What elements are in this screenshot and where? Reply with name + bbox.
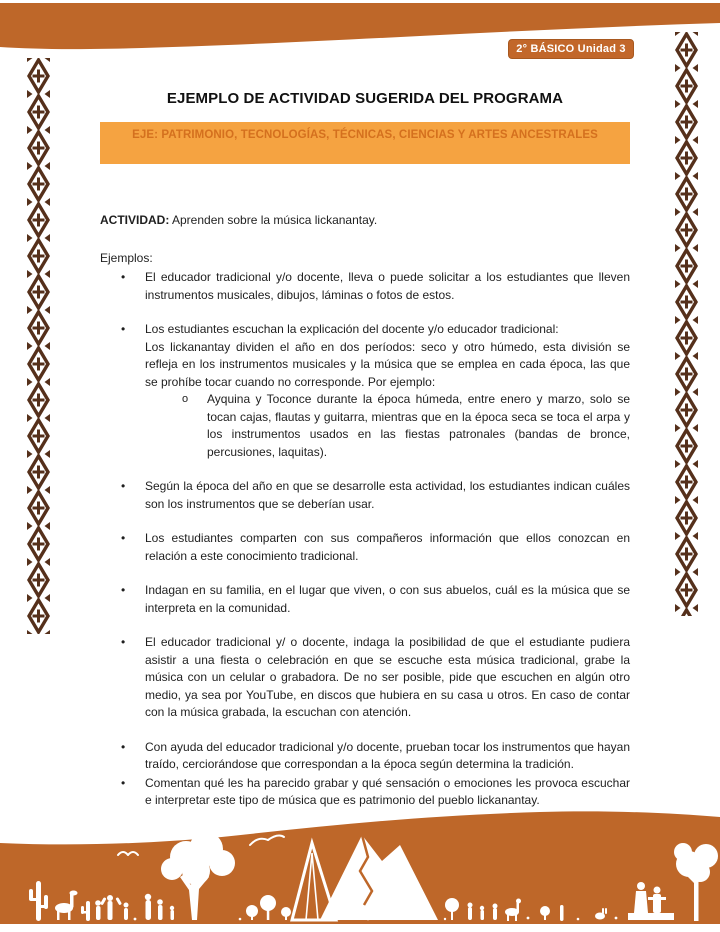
bullet-icon: • bbox=[121, 531, 126, 545]
sub-list-item bbox=[100, 391, 630, 461]
bullet-icon: • bbox=[121, 635, 126, 649]
bullet-icon: • bbox=[121, 775, 126, 790]
activity-line bbox=[100, 212, 630, 230]
bullet-text: Según la época del año en que se desarrolle esta actividad, los estudiantes indican cuáles son los instrumentos que se deberían usar. bbox=[145, 479, 630, 511]
bullet-text bbox=[145, 321, 630, 391]
examples-label: Ejemplos: bbox=[100, 250, 153, 265]
left-ornament-border bbox=[27, 58, 50, 634]
bullet-text: El educador tradicional y/ o docente, indaga la posibilidad de que el estudiante pudiera asistir a una fiesta o celebración en que se escuche esta música tradicional, grabe la música con un celular o grabadora. De no ser posible, pide que escuchen en algún otro medio, ya sea por YouTube, en discos que hubiera en su casa u otros. En caso de contar con la música grabada, la escuchan con atención. bbox=[145, 635, 630, 719]
footer-landscape-illustration bbox=[0, 805, 720, 932]
eje-banner: EJE: PATRIMONIO, TECNOLOGÍAS, TÉCNICAS, CIENCIAS Y ARTES ANCESTRALES bbox=[100, 122, 630, 164]
bullet-text: Comentan qué les ha parecido grabar y qué sensación o emociones les provoca escuchar e interpretar este tipo de música que es patrimonio del pueblo lickanantay. bbox=[145, 775, 630, 807]
list-item bbox=[100, 269, 630, 304]
list-item bbox=[100, 530, 630, 565]
activity-label: ACTIVIDAD: bbox=[100, 213, 170, 227]
right-ornament-border bbox=[675, 32, 698, 616]
list-item bbox=[100, 478, 630, 513]
bullet-icon: • bbox=[121, 739, 126, 754]
bullet-icon: • bbox=[121, 322, 126, 336]
list-item bbox=[100, 321, 630, 391]
bullet-text: Indagan en su familia, en el lugar que viven, o con sus abuelos, cuál es la música que se interpreta en la comunidad. bbox=[145, 583, 630, 615]
bullet-body: Los lickanantay dividen el año en dos períodos: seco y otro húmedo, esta división se refleja en los instrumentos musicales y la música que se emplea en cada época, las que se prohíbe tocar cuando no corresponde. Por ejemplo: bbox=[145, 339, 630, 389]
bullet-intro: Los estudiantes escuchan la explicación del docente y/o educador tradicional: bbox=[145, 322, 559, 336]
sub-bullet-text: Ayquina y Toconce durante la época húmeda, entre enero y marzo, solo se tocan cajas, flautas y guitarra, mientras que en la época seca se toca el arpa y los instrumentos usados en las fiestas patronales (bandas de bronce, percusiones, laquitas). bbox=[207, 392, 630, 459]
sub-bullet-icon: o bbox=[182, 393, 189, 405]
bullet-text: Con ayuda del educador tradicional y/o docente, prueban tocar los instrumentos que hayan traído, cerciorándose que correspondan a la época según determina la tradición. bbox=[145, 739, 630, 771]
activity-text: Aprenden sobre la música lickanantay. bbox=[169, 213, 378, 227]
list-item bbox=[100, 582, 630, 617]
activity-content bbox=[100, 212, 630, 810]
bullet-icon: • bbox=[121, 583, 126, 597]
page-title: EJEMPLO DE ACTIVIDAD SUGERIDA DEL PROGRAMA bbox=[166, 90, 564, 107]
list-item bbox=[100, 739, 630, 774]
bullet-icon: • bbox=[121, 479, 126, 493]
bullet-icon: • bbox=[121, 270, 126, 284]
bullet-text: Los estudiantes comparten con sus compañeros información que ellos conozcan en relación a este conocimiento tradicional. bbox=[145, 531, 630, 563]
list-item bbox=[100, 634, 630, 722]
unit-badge: 2° BÁSICO Unidad 3 bbox=[508, 39, 634, 59]
bullet-list bbox=[100, 269, 630, 810]
bullet-text: El educador tradicional y/o docente, lleva o puede solicitar a los estudiantes que lleven instrumentos musicales, dibujos, láminas o fotos de estos. bbox=[145, 270, 630, 302]
